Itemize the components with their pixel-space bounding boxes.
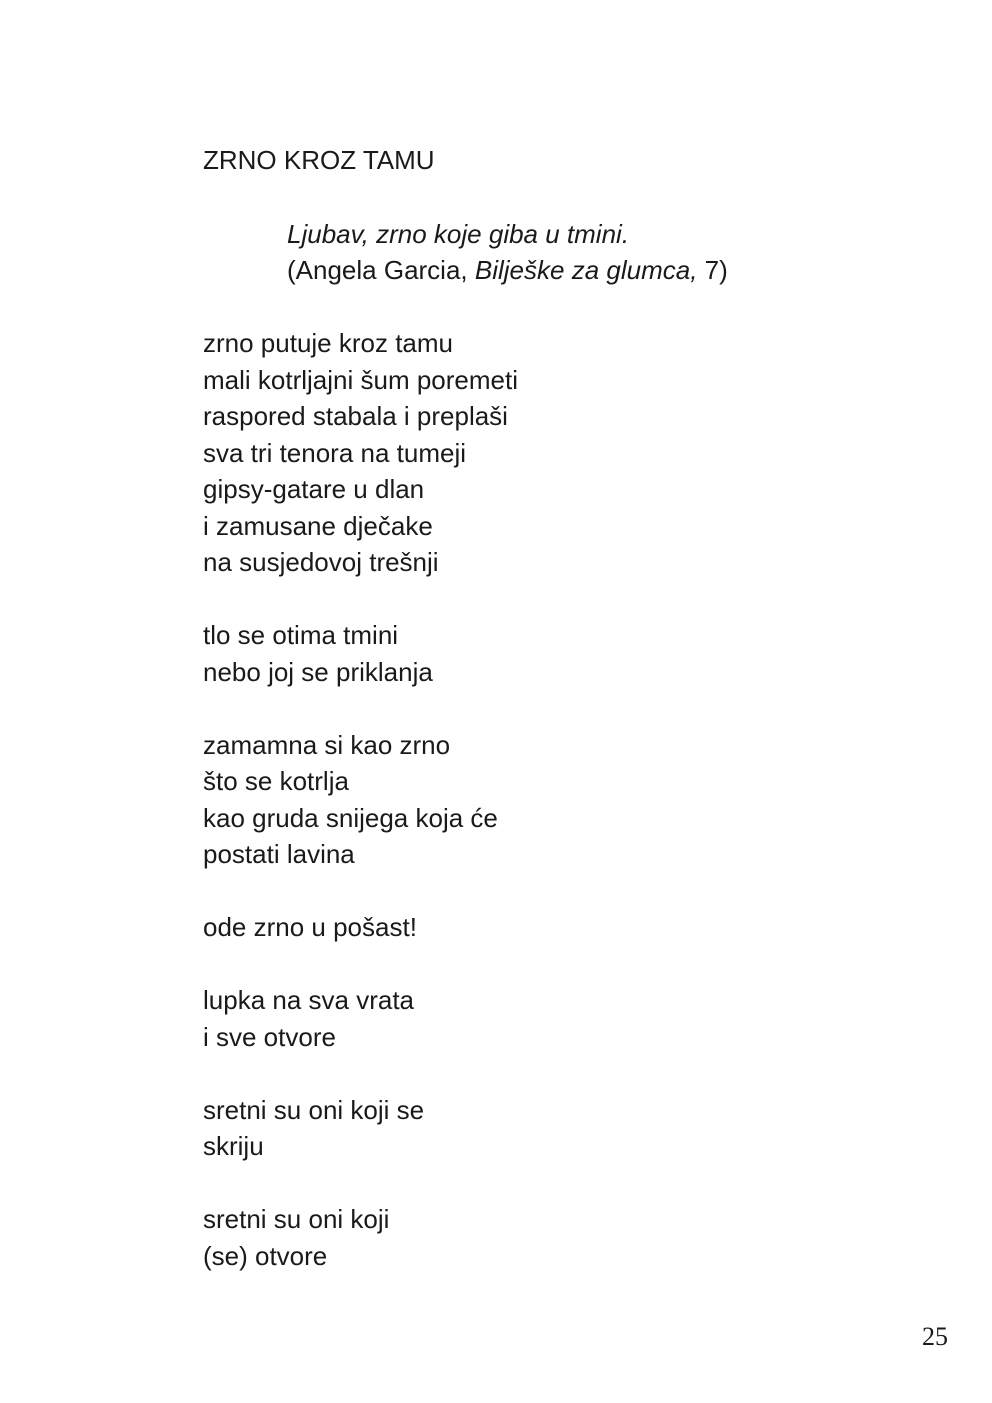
poem-line: postati lavina [203, 839, 355, 869]
poem-line: i zamusane dječake [203, 510, 433, 541]
poem-line: što se kotrlja [203, 766, 349, 796]
page-number: 25 [922, 1322, 948, 1351]
poem-line: raspored stabala i preplaši [203, 401, 508, 431]
epigraph-source-open: (Angela Garcia, [287, 255, 475, 285]
poem-stanza [203, 325, 518, 581]
poem-line: mali kotrljajni šum poremeti [203, 364, 518, 395]
poem-line: na susjedovoj trešnji [203, 547, 439, 577]
poem-line: zrno putuje kroz tamu [203, 328, 454, 358]
poem-line: (se) otvore [203, 1240, 328, 1271]
epigraph-source [287, 252, 728, 288]
poem-stanza [203, 982, 518, 1055]
epigraph [287, 216, 728, 288]
poem-line: sretni su oni koji se [203, 1094, 425, 1125]
epigraph-quote: Ljubav, zrno koje giba u tmini. [287, 219, 630, 249]
poem-line: zamamna si kao zrno [203, 729, 451, 760]
poem-body [203, 325, 518, 1311]
poem-line: lupka na sva vrata [203, 985, 415, 1015]
poem-line: skriju [203, 1131, 264, 1161]
poem-title: ZRNO KROZ TAMU [203, 145, 435, 175]
epigraph-source-close: 7) [697, 255, 728, 285]
poem-line: nebo joj se priklanja [203, 656, 433, 687]
poem-stanza [203, 617, 518, 690]
poem-line: sva tri tenora na tumeji [203, 437, 467, 468]
poem-stanza [203, 1092, 518, 1165]
poem-stanza [203, 1201, 518, 1274]
poem-line: gipsy-gatare u dlan [203, 474, 425, 504]
poem-line: ode zrno u pošast! [203, 912, 417, 942]
poem-stanza [203, 909, 518, 946]
poem-line: i sve otvore [203, 1021, 336, 1052]
poem-stanza [203, 727, 518, 873]
poem-line: sretni su oni koji [203, 1204, 390, 1234]
epigraph-source-book: Bilješke za glumca, [474, 255, 698, 285]
poem-line: tlo se otima tmini [203, 620, 399, 650]
poem-line: kao gruda snijega koja će [203, 802, 498, 833]
